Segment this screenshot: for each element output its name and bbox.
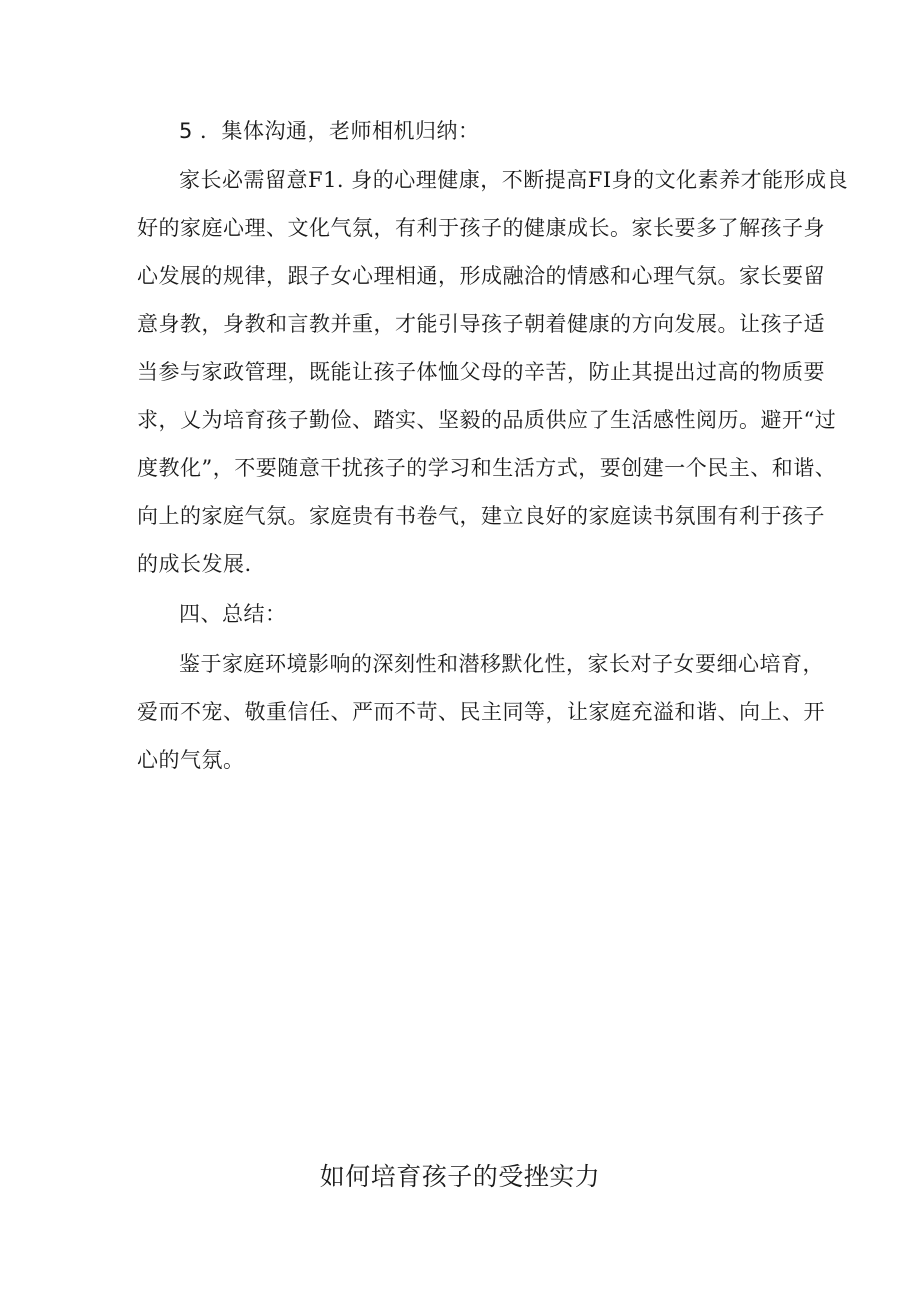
paragraph-line: 向上的家庭气氛。家庭贵有书卷气，建立良好的家庭读书氛围有利于孩子 — [137, 504, 825, 528]
paragraph-line: 求，乂为培育孩子勤俭、踏实、坚毅的品质供应了生活感性阅历。避开“过 — [137, 408, 837, 432]
paragraph-line: 当参与家政管理，既能让孩子体恤父母的辛苦，防止其提出过高的物质要 — [137, 360, 825, 384]
paragraph-line: 爱而不宠、敬重信任、严而不苛、民主同等，让家庭充溢和谐、向上、开 — [137, 700, 825, 724]
paragraph-line: 的成长发展. — [137, 552, 252, 576]
paragraph-line: 心发展的规律，跟子女心理相通，形成融洽的情感和心理气氛。家长要留 — [137, 264, 825, 288]
section-heading: 四、总结： — [179, 602, 287, 626]
paragraph-line: 好的家庭心理、文化气氛，有利于孩子的健康成长。家长要多了解孩子身 — [137, 216, 825, 240]
paragraph-line: 鉴于家庭环境影响的深刻性和潜移默化性，家长对子女要细心培育， — [179, 652, 824, 676]
article-title: 如何培育孩子的受挫实力 — [319, 1162, 601, 1191]
paragraph-line: 家长必需留意F1. 身的心理健康，不断提高FI身的文化素养才能形成良 — [179, 168, 849, 192]
paragraph-line: 意身教，身教和言教并重，才能引导孩子朝着健康的方向发展。让孩子适 — [137, 312, 825, 336]
section-heading: 5 ．集体沟通，老师相机归纳： — [179, 119, 480, 143]
paragraph-line: 心的气氛。 — [137, 748, 245, 772]
paragraph-line: 度教化”，不要随意干扰孩子的学习和生活方式，要创建一个民主、和谐、 — [137, 456, 837, 480]
